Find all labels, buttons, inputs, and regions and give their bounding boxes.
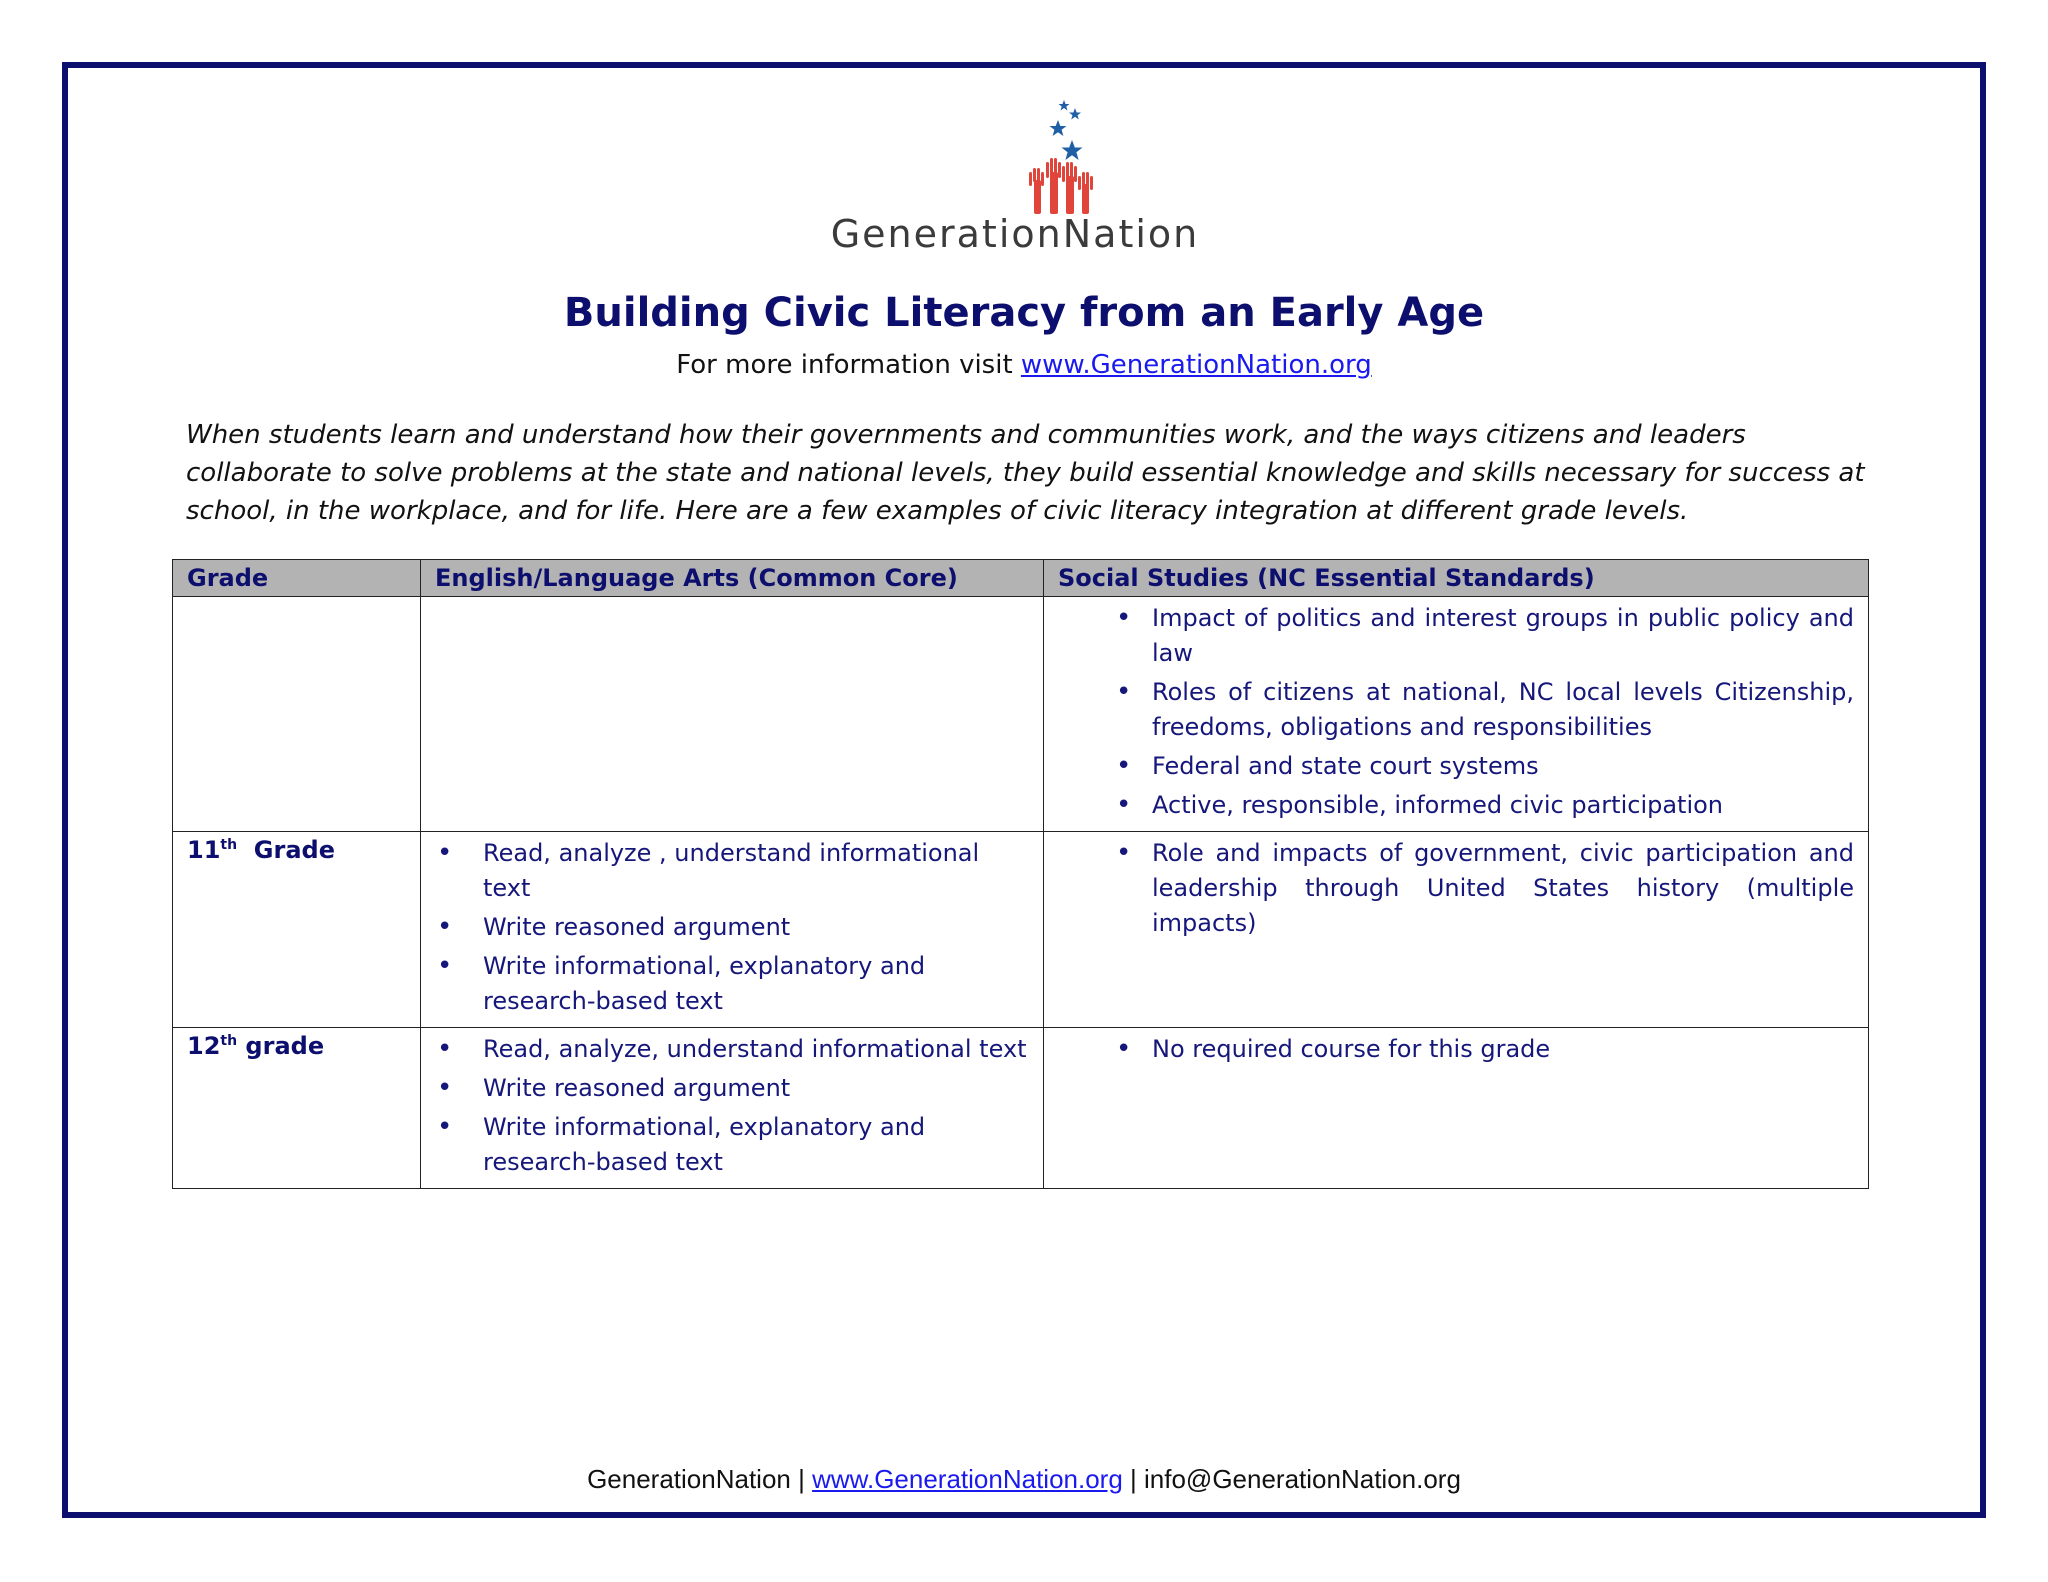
table-row <box>173 597 1869 832</box>
logo-word-nation: Nation <box>1062 212 1200 256</box>
grade-number: 12 <box>187 1032 221 1060</box>
generation-nation-logo <box>828 92 1202 262</box>
logo-stars-hands-icon <box>828 92 1202 222</box>
list-item: • Write informational, explanatory and research-based text <box>435 1110 1029 1180</box>
intro-paragraph: When students learn and understand how their governments and communities work, and the ways citizens and leaders collaborate to solve problems at the state and national levels, they build essential knowledge and skills necessary for success at school, in the workplace, and for life. Here are a few examples of civic literacy integration at different grade levels. <box>186 420 1865 526</box>
ela-cell <box>421 1028 1044 1189</box>
list-item: • Federal and state court systems <box>1058 749 1854 784</box>
footer-email: info@GenerationNation.org <box>1144 1464 1461 1494</box>
ela-cell <box>421 832 1044 1028</box>
logo-wordmark <box>828 212 1202 256</box>
table-row <box>173 1028 1869 1189</box>
header-ela: English/Language Arts (Common Core) <box>421 560 1044 597</box>
footer-website-link[interactable]: www.GenerationNation.org <box>812 1464 1123 1494</box>
ss-cell <box>1044 597 1869 832</box>
grade-number: 11 <box>187 836 221 864</box>
civic-literacy-table <box>172 559 1869 1189</box>
grade-label: Grade <box>237 836 335 864</box>
footer-separator: | <box>1122 1464 1144 1494</box>
list-item: • Write reasoned argument <box>435 1071 1029 1106</box>
page-subtitle <box>0 350 2048 380</box>
grade-cell <box>173 832 421 1028</box>
ss-cell <box>1044 832 1869 1028</box>
table-header-row <box>173 560 1869 597</box>
ela-list <box>435 836 1029 1019</box>
list-item: • Write reasoned argument <box>435 910 1029 945</box>
subtitle-text: For more information visit <box>676 350 1021 380</box>
grade-cell <box>173 1028 421 1189</box>
ela-list <box>435 1032 1029 1180</box>
list-item: • Write informational, explanatory and research-based text <box>435 949 1029 1019</box>
grade-suffix: th <box>220 837 238 853</box>
ss-cell <box>1044 1028 1869 1189</box>
page-title: Building Civic Literacy from an Early Age <box>563 290 1485 336</box>
grade-suffix: th <box>220 1033 238 1049</box>
grade-cell <box>173 597 421 832</box>
table-row <box>173 832 1869 1028</box>
ss-list <box>1058 601 1854 823</box>
list-item: • Impact of politics and interest groups in public policy and law <box>1058 601 1854 671</box>
list-item: • Roles of citizens at national, NC local levels Citizenship, freedoms, obligations and responsibilities <box>1058 675 1854 745</box>
list-item: • Active, responsible, informed civic participation <box>1058 788 1854 823</box>
header-grade: Grade <box>173 560 421 597</box>
page-footer <box>0 1464 2048 1495</box>
header-social-studies: Social Studies (NC Essential Standards) <box>1044 560 1869 597</box>
ss-list <box>1058 1032 1854 1067</box>
footer-org-name: GenerationNation <box>587 1464 791 1494</box>
list-item: • Read, analyze, understand informational text <box>435 1032 1029 1067</box>
list-item: • Read, analyze , understand informational text <box>435 836 1029 906</box>
ela-cell <box>421 597 1044 832</box>
subtitle-website-link[interactable]: www.GenerationNation.org <box>1020 350 1372 380</box>
list-item: • No required course for this grade <box>1058 1032 1854 1067</box>
ss-list <box>1058 836 1854 941</box>
logo-word-generation: Generation <box>830 212 1063 256</box>
grade-label: grade <box>237 1032 325 1060</box>
footer-separator: | <box>790 1464 813 1494</box>
list-item: • Role and impacts of government, civic participation and leadership through United States history (multiple impacts) <box>1058 836 1854 941</box>
